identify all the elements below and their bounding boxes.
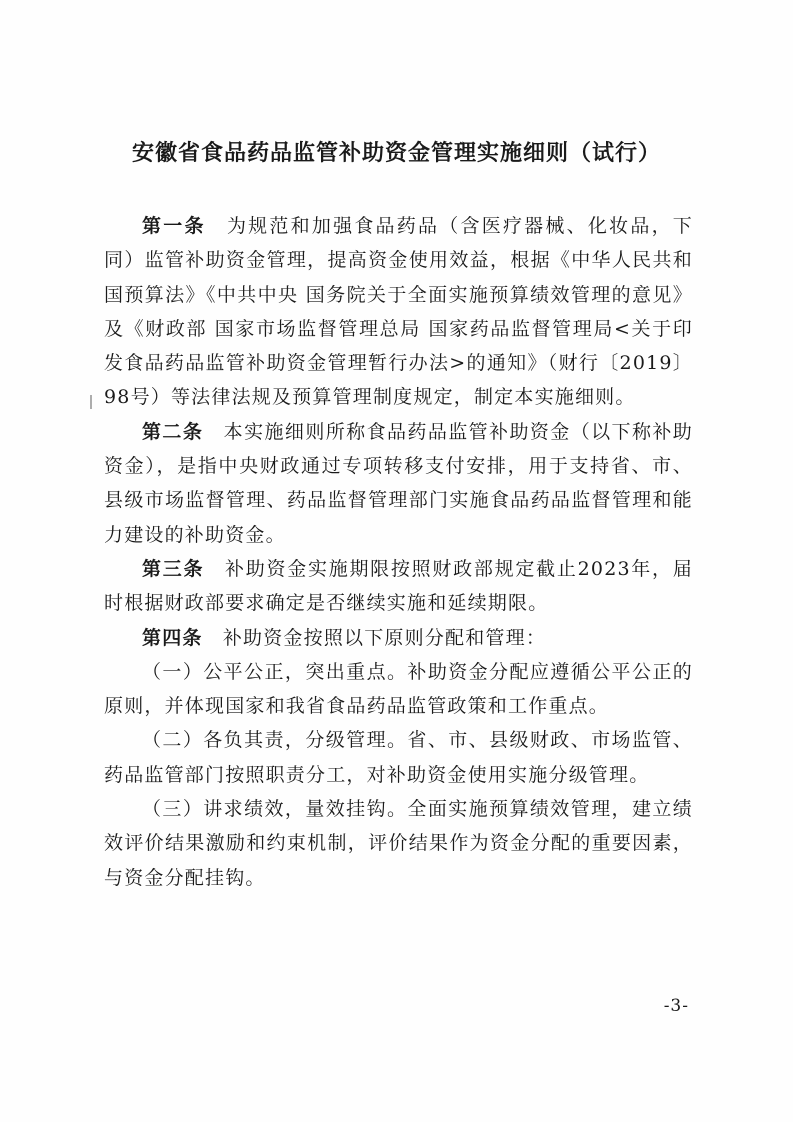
article-text: 为规范和加强食品药品（含医疗器械、化妆品，下同）监管补助资金管理，提高资金使用效益，根据《中华人民共和国预算法》《中共中央 国务院关于全面实施预算绩效管理的意见》及《财政部 国家市场监督管理总局 国家药品监督管理局<关于印发食品药品监管补助资金管理暂行办法>的通知》（财行〔2019〕98号）等法律法规及预算管理制度规定，制定本实施细则。	[104, 215, 693, 409]
article-heading: 第四条	[142, 626, 203, 649]
article-text: 本实施细则所称食品药品监管补助资金（以下称补助资金），是指中央财政通过专项转移支付安排，用于支持省、市、县级市场监督管理、药品监督管理部门实施食品药品监督管理和能力建设的补助资金。	[104, 420, 693, 546]
article-3	[104, 552, 693, 621]
page-number: -3-	[663, 996, 689, 1016]
article-heading: 第一条	[142, 215, 206, 237]
article-heading: 第二条	[142, 420, 204, 443]
article-2	[104, 415, 693, 552]
document-title: 安徽省食品药品监管补助资金管理实施细则（试行）	[131, 141, 661, 166]
article-heading: 第三条	[142, 557, 205, 580]
article-text: 补助资金实施期限按照财政部规定截止2023年，届时根据财政部要求确定是否继续实施和延续期限。	[104, 557, 693, 615]
article-4	[104, 621, 693, 655]
article-1	[104, 209, 693, 415]
document-body	[104, 209, 693, 895]
principle-3: （三）讲求绩效，量效挂钩。全面实施预算绩效管理，建立绩效评价结果激励和约束机制，评价结果作为资金分配的重要因素，与资金分配挂钩。	[104, 798, 693, 889]
principle-2: （二）各负其责，分级管理。省、市、县级财政、市场监管、药品监管部门按照职责分工，对补助资金使用实施分级管理。	[104, 729, 693, 786]
article-text: 补助资金按照以下原则分配和管理：	[222, 626, 547, 649]
margin-mark	[90, 395, 92, 409]
principle-1: （一）公平公正，突出重点。补助资金分配应遵循公平公正的原则，并体现国家和我省食品药品监管政策和工作重点。	[104, 660, 693, 718]
